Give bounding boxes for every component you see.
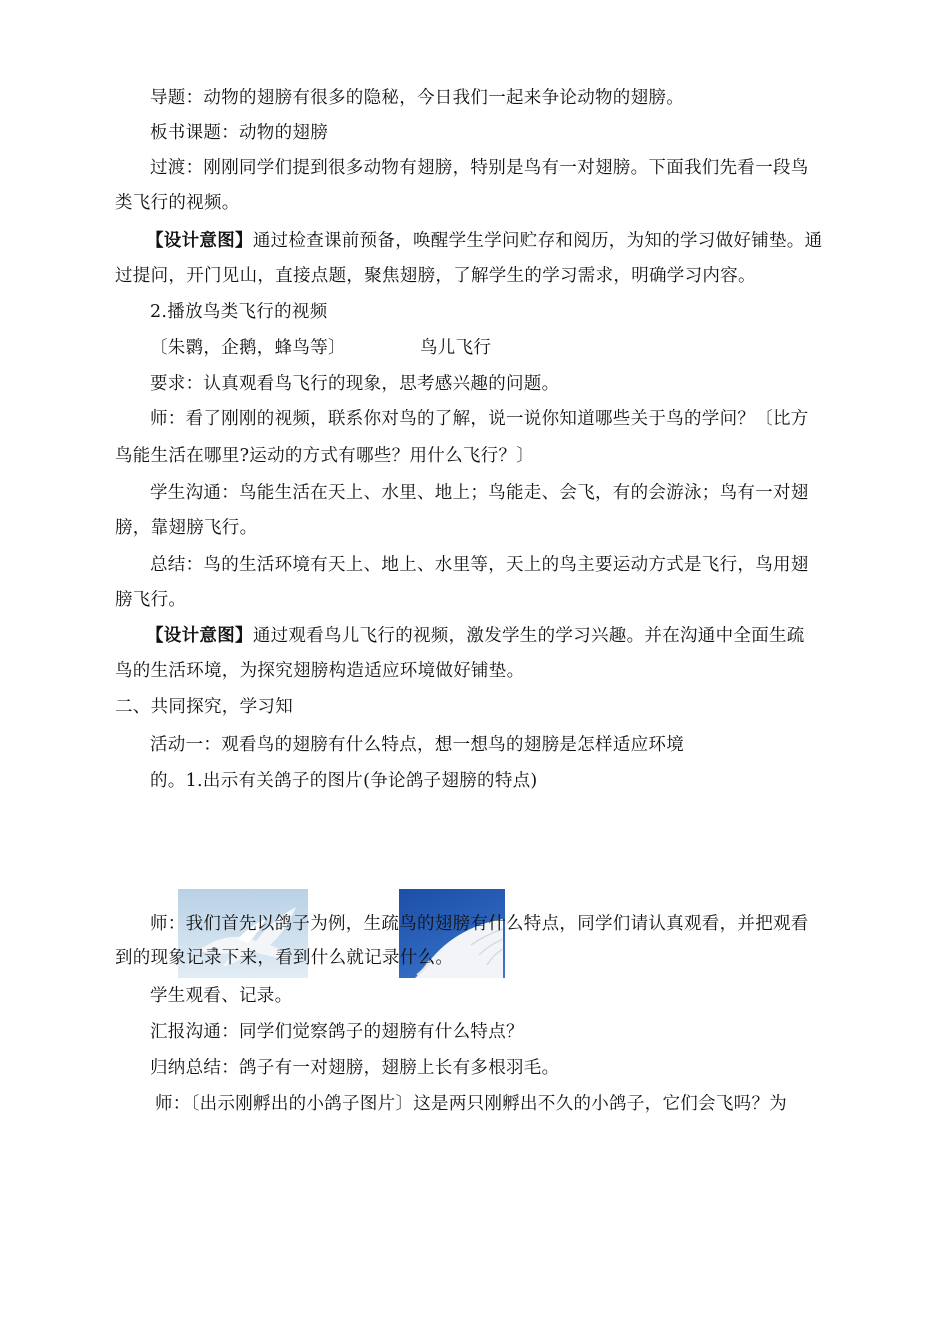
paragraph: 鸟的生活环境，为探究翅膀构造适应环境做好铺垫。 — [115, 661, 525, 681]
paragraph: 板书课题：动物的翅膀 — [150, 123, 328, 143]
design-intent-label: 【设计意图】 — [146, 231, 253, 251]
paragraph: 师：〔出示刚孵出的小鸽子图片〕这是两只刚孵出不久的小鸽子，它们会飞吗？为 — [155, 1094, 788, 1114]
section-heading: 二、共同探究，学习知 — [115, 697, 293, 717]
paragraph: 鸟能生活在哪里?运动的方式有哪些？用什么飞行？〕 — [115, 446, 535, 466]
paragraph: 的。1.出示有关鸽子的图片(争论鸽子翅膀的特点) — [150, 771, 538, 791]
paragraph: 过渡：刚刚同学们提到很多动物有翅膀，特别是鸟有一对翅膀。下面我们先看一段鸟 — [150, 158, 809, 178]
paragraph: 膀飞行。 — [115, 590, 187, 610]
paragraph: 2.播放鸟类飞行的视频 — [150, 302, 328, 322]
design-intent-label: 【设计意图】 — [146, 626, 253, 646]
paragraph: 师：看了刚刚的视频，联系你对鸟的了解，说一说你知道哪些关于鸟的学问？〔比方 — [150, 409, 809, 429]
paragraph: 到的现象记录下来，看到什么就记录什么。 — [115, 948, 454, 968]
paragraph: 归纳总结：鸽子有一对翅膀，翅膀上长有多根羽毛。 — [150, 1058, 560, 1078]
paragraph: 学生观看、记录。 — [150, 986, 293, 1006]
paragraph: 总结：鸟的生活环境有天上、地上、水里等，天上的鸟主要运动方式是飞行，鸟用翅 — [150, 555, 809, 575]
paragraph: 活动一：观看鸟的翅膀有什么特点，想一想鸟的翅膀是怎样适应环境 — [150, 735, 684, 755]
paragraph: 膀，靠翅膀飞行。 — [115, 518, 258, 538]
paragraph: 【设计意图】通过观看鸟儿飞行的视频，激发学生的学习兴趣。并在沟通中全面生疏 — [146, 626, 805, 646]
paragraph: 学生沟通：鸟能生活在天上、水里、地上；鸟能走、会飞，有的会游泳；鸟有一对翅 — [150, 483, 809, 503]
paragraph: 汇报沟通：同学们觉察鸽子的翅膀有什么特点？ — [150, 1022, 524, 1042]
paragraph: 师：我们首先以鸽子为例，生疏鸟的翅膀有什么特点，同学们请认真观看，并把观看 — [150, 914, 809, 934]
paragraph: 类飞行的视频。 — [115, 193, 240, 213]
paragraph: 〔朱鹮，企鹅，蜂鸟等〕 — [150, 338, 346, 358]
paragraph: 要求：认真观看鸟飞行的现象，思考感兴趣的问题。 — [150, 374, 560, 394]
paragraph: 鸟儿飞行 — [420, 338, 492, 358]
paragraph: 导题：动物的翅膀有很多的隐秘，今日我们一起来争论动物的翅膀。 — [150, 88, 684, 108]
paragraph: 过提问，开门见山，直接点题，聚焦翅膀，了解学生的学习需求，明确学习内容。 — [115, 266, 756, 286]
paragraph: 【设计意图】通过检查课前预备，唤醒学生学问贮存和阅历，为知的学习做好铺垫。通 — [146, 231, 823, 251]
